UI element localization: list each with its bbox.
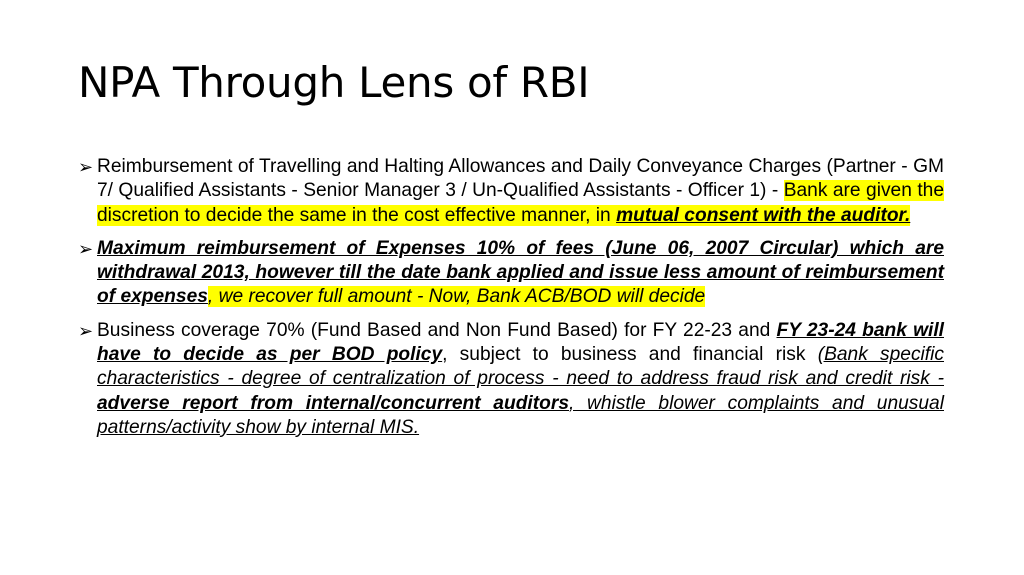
bullet-text: , subject to business and financial risk bbox=[442, 344, 818, 366]
bullet-text: Business coverage 70% (Fund Based and Non Fund Based) for FY 22-23 and bbox=[97, 319, 777, 341]
bullet-list bbox=[78, 155, 944, 449]
bullet-reimbursement-allowances bbox=[78, 155, 944, 228]
italic-underlined-text: (Bank specific characteristics - degree of centralization of process - need to address fraud risk and credit risk - bbox=[97, 344, 944, 390]
arrow-bullet-icon: ➢ bbox=[78, 238, 94, 259]
arrow-bullet-icon: ➢ bbox=[78, 157, 94, 177]
bullet-maximum-reimbursement bbox=[78, 237, 944, 310]
arrow-bullet-icon: ➢ bbox=[78, 320, 94, 341]
highlighted-text: Bank are given the discretion to decide the same in the cost effective manner, in bbox=[97, 180, 944, 226]
bullet-business-coverage bbox=[78, 319, 944, 440]
slide-title: NPA Through Lens of RBI bbox=[78, 58, 590, 107]
highlighted-text: , we recover full amount - Now, Bank ACB/BOD will decide bbox=[207, 286, 706, 308]
emphasis-text: FY 23-24 bank will have to decide as per BOD policy bbox=[97, 319, 944, 366]
emphasis-text: adverse report from internal/concurrent auditors bbox=[97, 392, 569, 414]
bullet-text: Reimbursement of Travelling and Halting Allowances and Daily Conveyance Charges (Partner - GM 7/ Qualified Assistants - Senior Manager 3 / Un-Qualified Assistants - Officer 1) - bbox=[97, 156, 944, 202]
italic-underlined-text: , whistle blower complaints and unusual patterns/activity show by internal MIS. bbox=[97, 392, 944, 438]
highlighted-emphasis-text: mutual consent with the auditor. bbox=[616, 204, 911, 226]
emphasis-text: Maximum reimbursement of Expenses 10% of fees (June 06, 2007 Circular) which are withdrawal 2013, however till the date bank applied and issue less amount of reimbursement of expenses bbox=[97, 237, 944, 308]
